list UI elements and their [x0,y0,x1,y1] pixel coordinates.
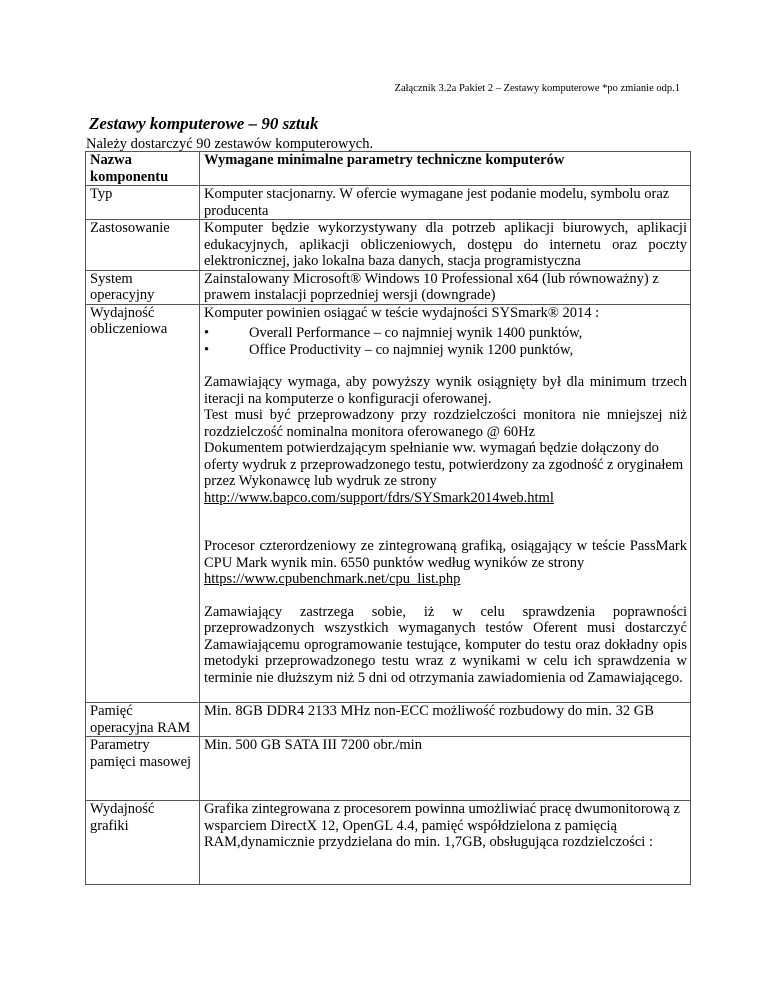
requirement-paragraph: Dokumentem potwierdzającym spełnianie ww. wymagań będzie dołączony do oferty wydruk z przeprowadzonego testu, potwierdzony za zgodność z oryginałem przez Wykonawcę lub wydruk ze strony [204,440,684,489]
document-title: Zestawy komputerowe – 90 sztuk [89,114,319,133]
specification-table [85,151,691,885]
component-name: Zastosowanie [86,220,200,271]
table-row-wydajnosc [86,304,691,703]
cpubenchmark-link[interactable]: https://www.cpubenchmark.net/cpu_list.php [204,571,461,587]
table-row-masowa [86,737,691,801]
component-requirements: Komputer będzie wykorzystywany dla potrzeb aplikacji biurowych, aplikacji edukacyjnych, aplikacji obliczeniowych, dostępu do internetu oraz poczty elektronicznej, jako lokalna baza danych, stacja programistyczna [200,220,691,271]
component-name: Parametry pamięci masowej [86,737,200,801]
requirement-paragraph: Zamawiający zastrzega sobie, iż w celu sprawdzenia poprawności przeprowadzonych wszystkich wymaganych testów Oferent musi dostarczyć Zamawiającemu oprogramowanie testujące, komputer do testu oraz dokładny opis metodyki przeprowadzonego testu wraz z wynikami w celu ich sprawdzenia w terminie nie dłuższym niż 5 dni od otrzymania zawiadomienia od Zamawiającego. [204,603,687,686]
table-row-zastosowanie [86,220,691,271]
list-item: • Overall Performance – co najmniej wynik 1400 punktów, [204,325,687,342]
component-name: Wydajność obliczeniowa [86,304,200,703]
component-requirements: Min. 8GB DDR4 2133 MHz non-ECC możliwość rozbudowy do min. 32 GB [200,703,691,737]
component-name: Typ [86,186,200,220]
table-row-system [86,270,691,304]
component-requirements: Zainstalowany Microsoft® Windows 10 Professional x64 (lub równoważny) z prawem instalacji poprzedniej wersji (downgrade) [200,270,691,304]
list-item: • Office Productivity – co najmniej wynik 1200 punktów, [204,342,687,359]
benchmark-list [204,325,687,358]
requirement-paragraph: Procesor czterordzeniowy ze zintegrowaną grafiką, osiągający w teście PassMark CPU Mark wynik min. 6550 punktów według wyników ze strony [204,538,687,571]
component-name: Wydajność grafiki [86,801,200,885]
benchmark-intro: Komputer powinien osiągać w teście wydajności SYSmark® 2014 : [204,304,600,321]
sysmark-link[interactable]: http://www.bapco.com/support/fdrs/SYSmark2014web.html [204,489,554,506]
col-header-requirements: Wymagane minimalne parametry techniczne komputerów [200,152,691,186]
col-header-component: Nazwa komponentu [86,152,200,186]
component-name: System operacyjny [86,270,200,304]
table-header-row [86,152,691,186]
component-requirements: Komputer stacjonarny. W ofercie wymagane jest podanie modelu, symbolu oraz producenta [200,186,691,220]
component-requirements: Grafika zintegrowana z procesorem powinna umożliwiać pracę dwumonitorową z wsparciem DirectX 12, OpenGL 4.4, pamięć współdzielona z pamięcią RAM,dynamicznie przydzielana do min. 1,7GB, obsługująca rozdzielczości : [200,801,691,885]
component-name: Pamięć operacyjna RAM [86,703,200,737]
component-requirements: Min. 500 GB SATA III 7200 obr./min [200,737,691,801]
table-row-grafika [86,801,691,885]
table-row-ram [86,703,691,737]
requirement-paragraph: Test musi być przeprowadzony przy rozdzielczości monitora nie mniejszej niż rozdzielczość nominalna monitora oferowanego @ 60Hz [204,407,687,440]
table-row-typ [86,186,691,220]
requirement-paragraph: Zamawiający wymaga, aby powyższy wynik osiągnięty był dla minimum trzech iteracji na komputerze o konfiguracji oferowanej. [204,374,687,407]
intro-text: Należy dostarczyć 90 zestawów komputerowych. [86,136,374,152]
header-note: Załącznik 3.2a Pakiet 2 – Zestawy komputerowe *po zmianie odp.1 [394,83,680,94]
component-requirements [200,304,691,703]
